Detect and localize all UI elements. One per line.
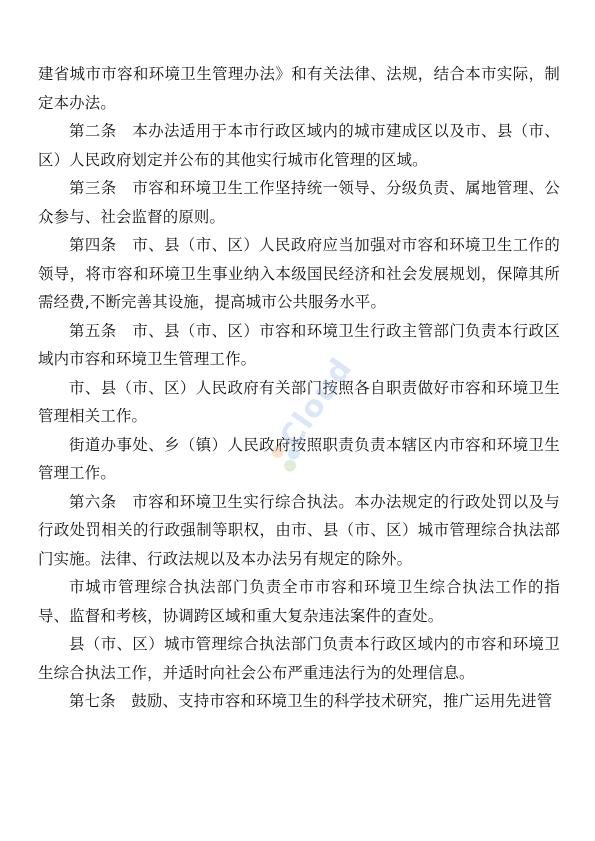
paragraph: 街道办事处、乡（镇）人民政府按照职责负责本辖区内市容和环境卫生管理工作。 <box>38 435 560 482</box>
paragraph: 县（市、区）城市管理综合执法部门负责本行政区域内的市容和环境卫生综合执法工作，并适时向社会公布严重违法行为的处理信息。 <box>38 635 560 682</box>
paragraph: 第七条 鼓励、支持市容和环境卫生的科学技术研究，推广运用先进管 <box>69 692 553 710</box>
paragraph: 建省城市市容和环境卫生管理办法》和有关法律、法规，结合本市实际，制定本办法。 <box>38 65 560 112</box>
paragraph: 第四条 市、县（市、区）人民政府应当加强对市容和环境卫生工作的领导，将市容和环境卫生事业纳入本级国民经济和社会发展规划，保障其所需经费,不断完善其设施，提高城市公共服务水平。 <box>38 236 560 311</box>
paragraph: 第六条 市容和环境卫生实行综合执法。本办法规定的行政处罚以及与行政处罚相关的行政强制等职权，由市、县（市、区）城市管理综合执法部门实施。法律、行政法规以及本办法另有规定的除外。 <box>38 492 560 568</box>
document-body <box>38 60 560 716</box>
paragraph: 第二条 本办法适用于本市行政区域内的城市建成区以及市、县（市、区）人民政府划定并公布的其他实行城市化管理的区域。 <box>38 122 560 169</box>
paragraph: 第五条 市、县（市、区）市容和环境卫生行政主管部门负责本行政区域内市容和环境卫生管理工作。 <box>38 321 560 368</box>
paragraph: 市城市管理综合执法部门负责全市市容和环境卫生综合执法工作的指导、监督和考核，协调跨区域和重大复杂违法案件的查处。 <box>38 578 560 625</box>
paragraph: 市、县（市、区）人民政府有关部门按照各自职责做好市容和环境卫生管理相关工作。 <box>38 378 560 425</box>
paragraph: 第三条 市容和环境卫生工作坚持统一领导、分级负责、属地管理、公众参与、社会监督的原则。 <box>38 179 560 226</box>
watermark-text: Cloud <box>273 351 360 455</box>
